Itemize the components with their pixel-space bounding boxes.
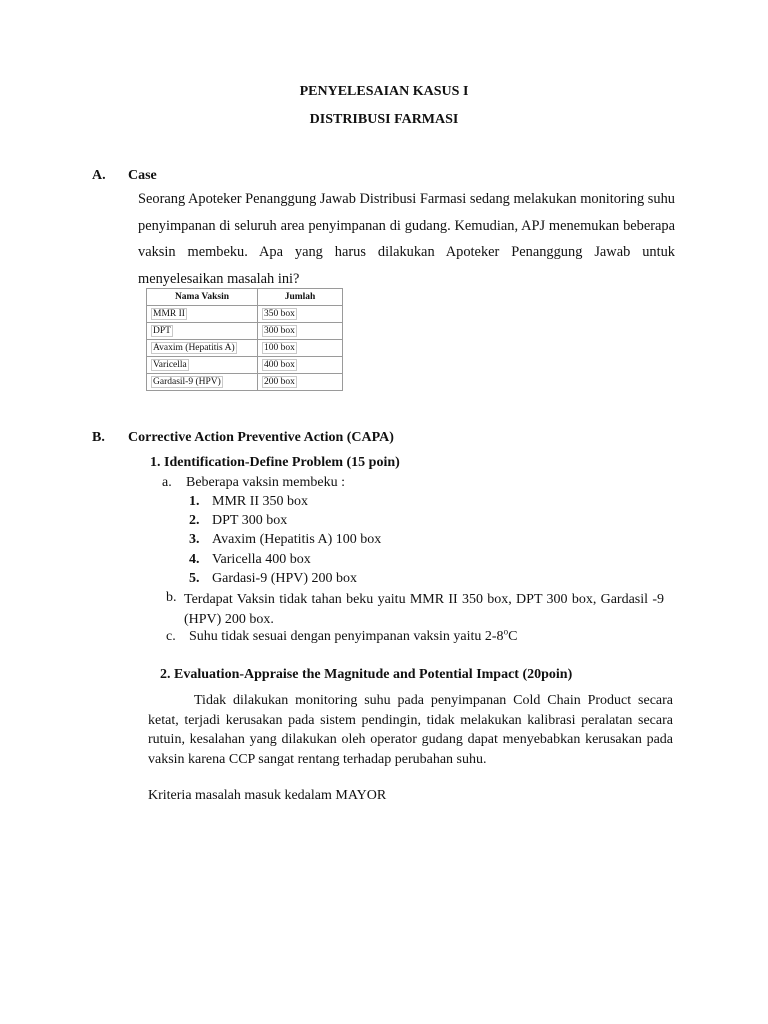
item1-heading: 1. Identification-Define Problem (15 poin) [150, 455, 400, 470]
section-b-heading: Corrective Action Preventive Action (CAPA) [128, 430, 394, 445]
item1-a-text: Beberapa vaksin membeku : [186, 475, 346, 490]
column-header-quantity: Jumlah [258, 289, 343, 306]
vaccine-quantity-cell: 400 box [264, 360, 295, 370]
section-a-heading: Case [128, 168, 157, 183]
table-row [147, 374, 343, 391]
section-a-letter: A. [92, 168, 106, 183]
vaccine-name-cell: Avaxim (Hepatitis A) [153, 343, 235, 353]
criteria-text: Kriteria masalah masuk kedalam MAYOR [148, 788, 387, 803]
list-item-number: 1. [189, 494, 200, 509]
document-title: PENYELESAIAN KASUS I [299, 84, 469, 99]
list-item: MMR II 350 box [212, 494, 309, 509]
vaccine-table [146, 288, 343, 391]
evaluation-paragraph: Tidak dilakukan monitoring suhu pada penyimpanan Cold Chain Product secara ketat, terjadi kerusakan pada sistem pendingin, tidak melakukan kalibrasi peralatan secara rutuin, kesalahan yang dilakukan oleh operator gudang dapat menyebabkan kerusakan pada vaksin karena CCP sangat rentang terhadap perubahan suhu. [148, 693, 673, 767]
case-paragraph: Seorang Apoteker Penanggung Jawab Distribusi Farmasi sedang melakukan monitoring suhu penyimpanan di seluruh area penyimpanan di gudang. Kemudian, APJ menemukan beberapa vaksin membeku. Apa yang harus dilakukan Apoteker Penanggung Jawab untuk menyelesaikan masalah ini? [138, 191, 675, 287]
vaccine-name-cell: DPT [153, 326, 171, 336]
vaccine-name-cell: Gardasil-9 (HPV) [153, 377, 221, 387]
item1-c-text [189, 626, 518, 645]
table-header-row [147, 289, 343, 306]
list-item-number: 2. [189, 513, 200, 528]
table-row [147, 340, 343, 357]
item1-a-marker: a. [162, 475, 172, 490]
item1-b-text: Terdapat Vaksin tidak tahan beku yaitu MMR II 350 box, DPT 300 box, Gardasil -9 (HPV) 200 box. [184, 592, 664, 627]
list-item: DPT 300 box [212, 513, 288, 528]
vaccine-quantity-cell: 100 box [264, 343, 295, 353]
list-item-number: 4. [189, 552, 200, 567]
section-b-letter: B. [92, 430, 105, 445]
vaccine-name-cell: Varicella [153, 360, 187, 370]
list-item: Varicella 400 box [212, 552, 311, 567]
vaccine-quantity-cell: 350 box [264, 309, 295, 319]
table-row [147, 306, 343, 323]
item1-c-marker: c. [166, 629, 176, 644]
degree-superscript: o [503, 626, 509, 637]
list-item: Gardasi-9 (HPV) 200 box [212, 571, 358, 586]
list-item-number: 5. [189, 571, 200, 586]
vaccine-name-cell: MMR II [153, 309, 185, 319]
list-item: Avaxim (Hepatitis A) 100 box [212, 532, 382, 547]
vaccine-quantity-cell: 200 box [264, 377, 295, 387]
column-header-vaccine-name: Nama Vaksin [147, 289, 258, 306]
table-row [147, 323, 343, 340]
c-text-main: Suhu tidak sesuai dengan penyimpanan vaksin yaitu 2-8 [189, 629, 504, 644]
vaccine-quantity-cell: 300 box [264, 326, 295, 336]
list-item-number: 3. [189, 532, 200, 547]
table-row [147, 357, 343, 374]
celsius-unit: C [508, 629, 518, 644]
document-subtitle: DISTRIBUSI FARMASI [309, 112, 459, 127]
item2-heading: 2. Evaluation-Appraise the Magnitude and Potential Impact (20poin) [160, 667, 573, 682]
item1-b-marker: b. [166, 590, 177, 605]
